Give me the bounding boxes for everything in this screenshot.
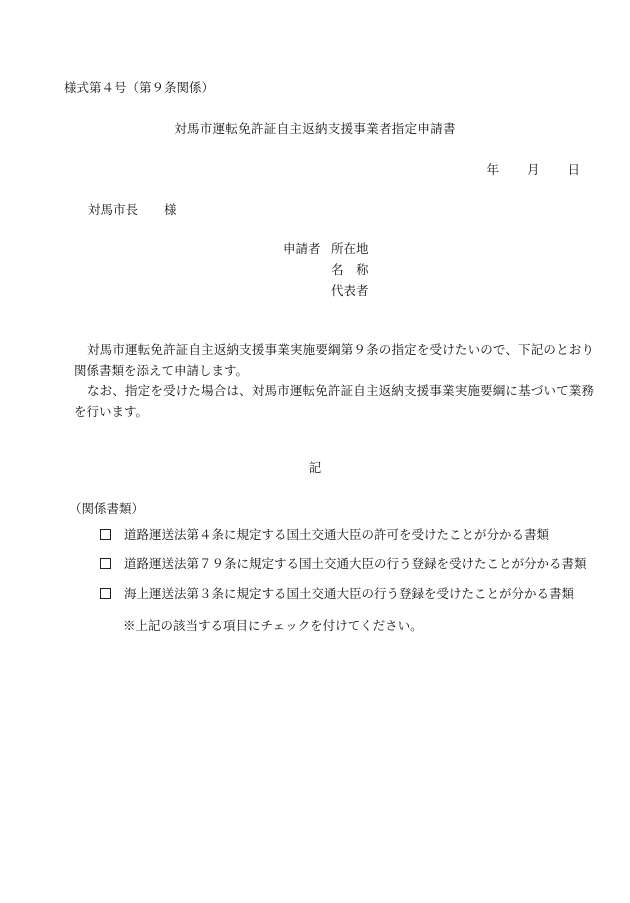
checkbox[interactable] [100, 529, 111, 540]
addressee-name: 対馬市長 [88, 202, 139, 217]
date-line [486, 164, 580, 177]
check-instruction-note: ※上記の該当する項目にチェックを付けてください。 [123, 618, 423, 633]
document-title: 対馬市運転免許証自主返納支援事業者指定申請書 [174, 121, 456, 136]
date-day: 日 [567, 162, 580, 177]
checkbox[interactable] [100, 588, 111, 599]
addressee-honorific: 様 [164, 202, 177, 217]
related-document-label: 道路運送法第７９条に規定する国土交通大臣の行う登録を受けたことが分かる書類 [124, 556, 587, 571]
date-month: 月 [526, 162, 540, 177]
related-document-label: 道路運送法第４条に規定する国土交通大臣の許可を受けたことが分かる書類 [124, 527, 550, 542]
related-document-item [100, 529, 549, 542]
addressee [88, 204, 177, 217]
related-document-label: 海上運送法第３条に規定する国土交通大臣の行う登録を受けたことが分かる書類 [124, 586, 575, 601]
applicant-label: 申請者 [283, 241, 321, 256]
related-documents-heading: （関係書類） [69, 501, 145, 516]
applicant-address-label: 所在地 [331, 241, 369, 256]
body-paragraph-agreement: なお、指定を受けた場合は、対馬市運転免許証自主返納支援事業実施要綱に基づいて業務を行います。 [74, 383, 594, 419]
related-document-item [100, 558, 587, 571]
body-paragraph-request: 対馬市運転免許証自主返納支援事業実施要綱第９条の指定を受けたいので、下記のとおり関係書類を添えて申請します。 [74, 342, 594, 378]
form-number: 様式第４号（第９条関係） [64, 80, 215, 95]
applicant-fields [331, 243, 369, 306]
checkbox[interactable] [100, 558, 111, 569]
applicant-representative-label: 代表者 [331, 283, 369, 298]
related-document-item [100, 588, 574, 601]
ki-heading: 記 [308, 460, 322, 475]
date-year: 年 [486, 162, 499, 177]
applicant-name-label: 名 称 [331, 262, 369, 277]
